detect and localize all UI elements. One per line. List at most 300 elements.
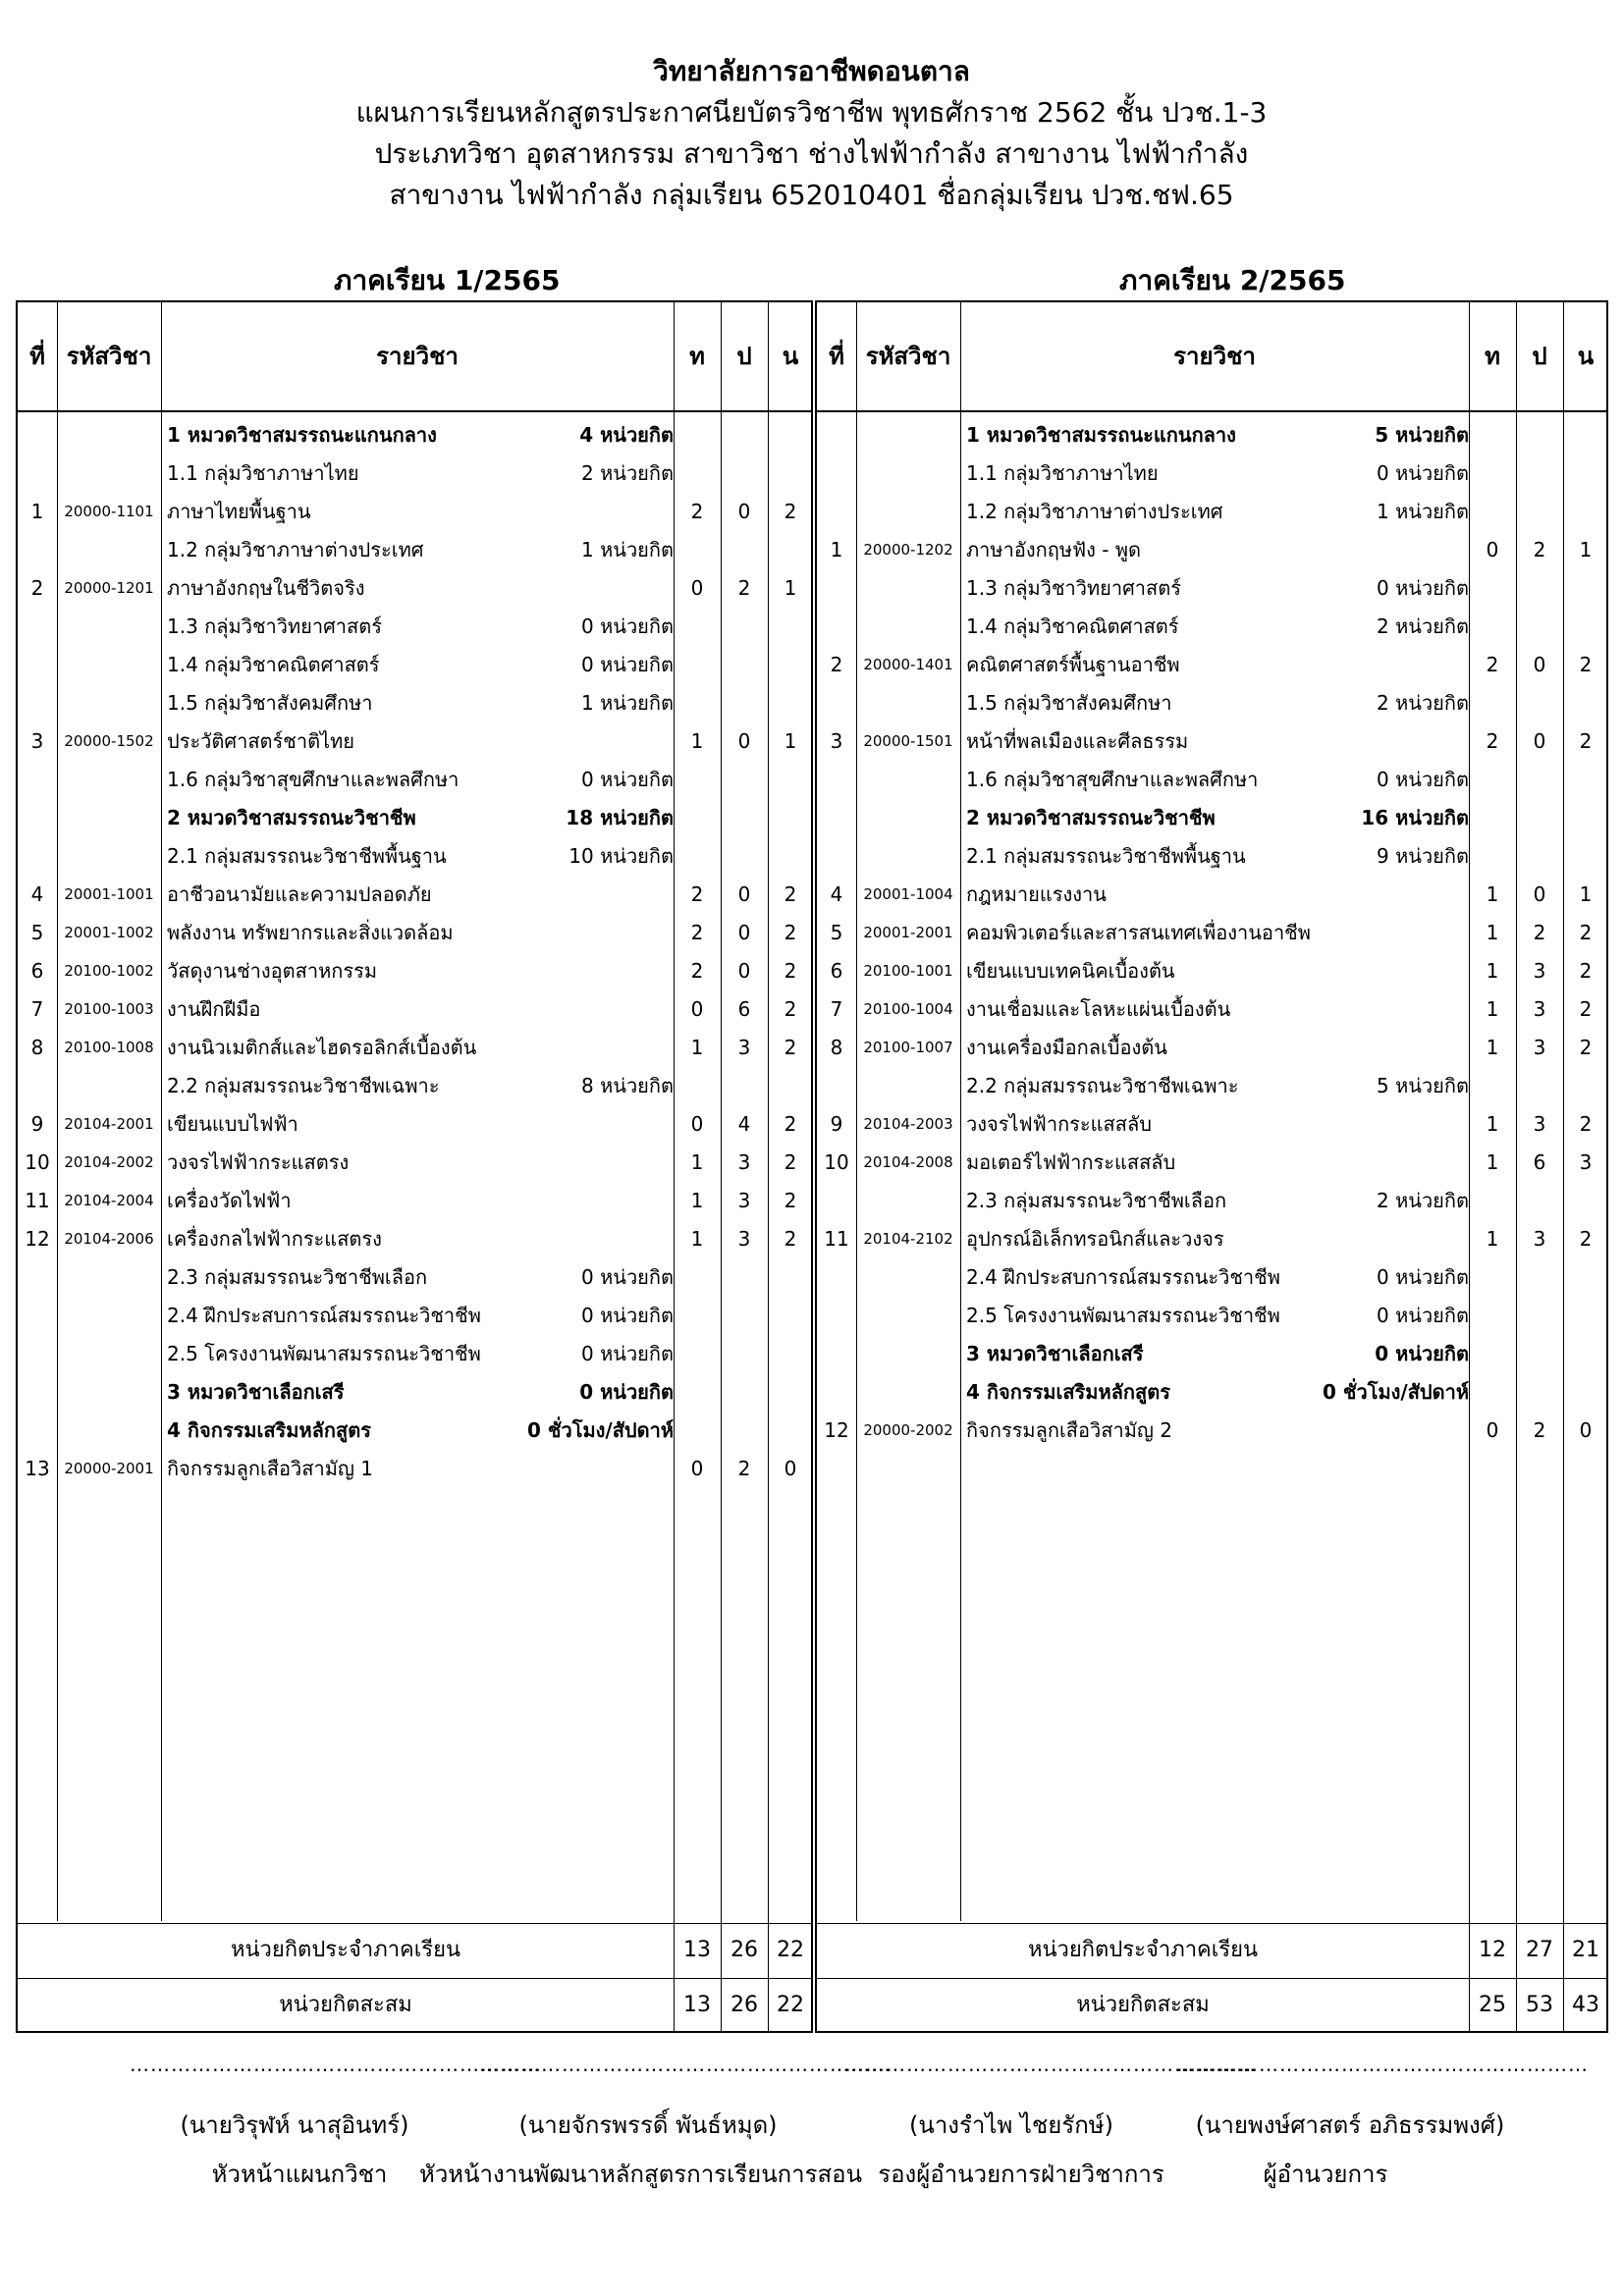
course-code: 20104-2008	[863, 1153, 953, 1171]
credit-units: 2	[784, 1150, 797, 1174]
table-row	[18, 799, 811, 837]
credit-units: 1	[784, 576, 797, 600]
table-row	[18, 837, 811, 876]
row-number: 2	[30, 576, 44, 600]
credit-units: 2	[1579, 1227, 1593, 1251]
theory-hours: 0	[690, 576, 704, 600]
credit-note: 10 หน่วยกิต	[568, 844, 674, 868]
course-name: วงจรไฟฟ้ากระแสตรง	[167, 1150, 350, 1174]
table-row	[18, 1220, 811, 1258]
credit-note: 18 หน่วยกิต	[566, 806, 674, 829]
course-code: 20000-1502	[64, 732, 154, 750]
course-code: 20100-1008	[64, 1039, 154, 1056]
practice-hours: 2	[1533, 1418, 1546, 1442]
col-header-p: ป	[1532, 343, 1547, 370]
table-row	[18, 1373, 811, 1412]
row-number: 13	[25, 1457, 50, 1480]
table-row	[817, 569, 1606, 608]
table-row	[817, 531, 1606, 569]
table-row	[18, 1450, 811, 1488]
credit-units: 0	[1579, 1418, 1593, 1442]
curriculum-line: แผนการเรียนหลักสูตรประกาศนียบัตรวิชาชีพ พุทธศักราช 2562 ชั้น ปวช.1-3	[355, 96, 1268, 129]
credit-note: 16 หน่วยกิต	[1361, 806, 1469, 829]
course-name: 2.2 กลุ่มสมรรถนะวิชาชีพเฉพาะ	[966, 1074, 1239, 1097]
theory-hours: 0	[690, 1457, 704, 1480]
credit-units: 2	[1579, 921, 1593, 944]
course-name: 2.1 กลุ่มสมรรถนะวิชาชีพพื้นฐาน	[966, 844, 1246, 868]
table-row	[18, 990, 811, 1029]
practice-hours: 0	[737, 921, 751, 944]
theory-hours: 2	[1486, 729, 1499, 753]
course-name: 2.4 ฝึกประสบการณ์สมรรถนะวิชาชีพ	[966, 1265, 1280, 1289]
course-name: 1.2 กลุ่มวิชาภาษาต่างประเทศ	[167, 538, 424, 561]
table-row	[18, 952, 811, 990]
course-code: 20104-2001	[64, 1115, 154, 1133]
theory-hours: 2	[690, 882, 704, 906]
signer-position-2: หัวหน้างานพัฒนาหลักสูตรการเรียนการสอน	[419, 2161, 862, 2188]
credit-note: 0 หน่วยกิต	[581, 614, 674, 638]
practice-hours: 3	[737, 1227, 751, 1251]
program-line: ประเภทวิชา อุตสาหกรรม สาขาวิชา ช่างไฟฟ้ากำลัง สาขางาน ไฟฟ้ากำลัง	[374, 137, 1249, 170]
theory-hours: 0	[1486, 1418, 1499, 1442]
credit-units: 2	[1579, 653, 1593, 676]
course-name: 1.3 กลุ่มวิชาวิทยาศาสตร์	[966, 576, 1181, 600]
col-header-code: รหัสวิชา	[865, 343, 951, 370]
credit-note: 0 ชั่วโมง/สัปดาห์	[1323, 1380, 1469, 1404]
theory-hours: 0	[1486, 538, 1499, 561]
college-title: วิทยาลัยการอาชีพดอนตาล	[653, 55, 970, 87]
credit-note: 0 หน่วยกิต	[581, 653, 674, 676]
course-code: 20001-1001	[64, 885, 154, 903]
table-row	[817, 454, 1606, 493]
theory-hours: 1	[1486, 997, 1499, 1021]
table-header	[817, 302, 1606, 412]
signer-name-2: (นายจักรพรรดิ์ พันธ์หมุด)	[518, 2111, 778, 2139]
credit-units: 2	[1579, 729, 1593, 753]
course-name: วงจรไฟฟ้ากระแสสลับ	[966, 1112, 1152, 1136]
course-name: 1.1 กลุ่มวิชาภาษาไทย	[966, 461, 1159, 485]
row-number: 10	[25, 1150, 50, 1174]
term-n: 22	[777, 1938, 804, 1962]
cum-t: 25	[1479, 1993, 1506, 2017]
course-name: กิจกรรมลูกเสือวิสามัญ 2	[966, 1418, 1172, 1442]
credit-units: 3	[1579, 1150, 1593, 1174]
credit-units: 2	[784, 997, 797, 1021]
row-number: 2	[830, 653, 843, 676]
course-name: 2.2 กลุ่มสมรรถนะวิชาชีพเฉพาะ	[167, 1074, 440, 1097]
credit-units: 1	[1579, 882, 1593, 906]
term-credit-label: หน่วยกิตประจำภาคเรียน	[230, 1938, 461, 1962]
term-credit-row	[817, 1923, 1606, 1978]
course-name: 1.6 กลุ่มวิชาสุขศึกษาและพลศึกษา	[167, 768, 460, 791]
row-number: 6	[830, 959, 843, 983]
col-header-n: น	[1577, 343, 1595, 370]
group-line: สาขางาน ไฟฟ้ากำลัง กลุ่มเรียน 652010401 ชื่อกลุ่มเรียน ปวช.ชฟ.65	[389, 179, 1234, 211]
signature-line-3: ……………………………………………………	[844, 2053, 1257, 2076]
course-code: 20100-1007	[863, 1039, 953, 1056]
table-row	[18, 493, 811, 531]
table-row	[817, 761, 1606, 799]
credit-units: 2	[784, 1036, 797, 1059]
course-name: 2.4 ฝึกประสบการณ์สมรรถนะวิชาชีพ	[167, 1304, 481, 1327]
table-row	[18, 646, 811, 684]
table-row	[18, 914, 811, 952]
table-row	[817, 876, 1606, 914]
theory-hours: 1	[1486, 1112, 1499, 1136]
row-number: 4	[830, 882, 843, 906]
course-name: งานฝึกฝีมือ	[167, 997, 261, 1021]
course-name: 3 หมวดวิชาเลือกเสรี	[167, 1380, 345, 1404]
credit-note: 4 หน่วยกิต	[579, 423, 674, 447]
theory-hours: 1	[1486, 1036, 1499, 1059]
course-name: กฎหมายแรงงาน	[966, 882, 1107, 906]
practice-hours: 3	[737, 1150, 751, 1174]
table-row	[18, 1182, 811, 1220]
course-code: 20100-1003	[64, 1000, 154, 1018]
cum-n: 22	[777, 1993, 804, 2017]
course-name: 2.3 กลุ่มสมรรถนะวิชาชีพเลือก	[966, 1189, 1227, 1212]
practice-hours: 0	[737, 500, 751, 523]
row-number: 1	[30, 500, 44, 523]
table-row	[18, 761, 811, 799]
table-row	[817, 646, 1606, 684]
practice-hours: 3	[1533, 1227, 1546, 1251]
semester-1-title: ภาคเรียน 1/2565	[334, 264, 561, 296]
course-name: หน้าที่พลเมืองและศีลธรรม	[966, 729, 1189, 753]
practice-hours: 2	[737, 576, 751, 600]
signature-line-2: ……………………………………………………	[479, 2053, 892, 2076]
course-name: 2.3 กลุ่มสมรรถนะวิชาชีพเลือก	[167, 1265, 428, 1289]
term-p: 26	[730, 1938, 758, 1962]
practice-hours: 3	[1533, 1036, 1546, 1059]
credit-note: 2 หน่วยกิต	[1377, 1189, 1469, 1212]
course-name: ภาษาอังกฤษในชีวิตจริง	[167, 576, 365, 600]
cumulative-credit-row	[817, 1978, 1606, 2033]
course-name: อาชีวอนามัยและความปลอดภัย	[167, 882, 432, 906]
term-t: 13	[683, 1938, 711, 1962]
col-header-n: น	[782, 343, 799, 370]
course-name: พลังงาน ทรัพยากรและสิ่งแวดล้อม	[167, 921, 454, 944]
row-number: 1	[830, 538, 843, 561]
practice-hours: 0	[737, 882, 751, 906]
course-code: 20104-2004	[64, 1192, 154, 1209]
course-name: 1.6 กลุ่มวิชาสุขศึกษาและพลศึกษา	[966, 768, 1259, 791]
credit-units: 2	[784, 882, 797, 906]
credit-note: 1 หน่วยกิต	[581, 691, 674, 715]
table-header	[18, 302, 811, 412]
course-name: 4 กิจกรรมเสริมหลักสูตร	[966, 1380, 1170, 1404]
practice-hours: 2	[737, 1457, 751, 1480]
course-name: 1.3 กลุ่มวิชาวิทยาศาสตร์	[167, 614, 382, 638]
credit-units: 2	[1579, 959, 1593, 983]
cum-p: 53	[1526, 1993, 1553, 2017]
theory-hours: 2	[1486, 653, 1499, 676]
course-name: เครื่องวัดไฟฟ้า	[167, 1189, 292, 1212]
practice-hours: 4	[737, 1112, 751, 1136]
signer-name-3: (นางรำไพ ไชยรักษ์)	[909, 2111, 1113, 2139]
course-code: 20104-2006	[64, 1230, 154, 1248]
practice-hours: 6	[737, 997, 751, 1021]
course-name: งานเชื่อมและโลหะแผ่นเบื้องต้น	[966, 997, 1231, 1021]
row-number: 5	[30, 921, 44, 944]
credit-units: 2	[784, 921, 797, 944]
course-name: วัสดุงานช่างอุตสาหกรรม	[167, 959, 378, 983]
credit-note: 0 หน่วยกิต	[1377, 768, 1469, 791]
course-name: งานนิวเมติกส์และไฮดรอลิกส์เบื้องต้น	[167, 1036, 477, 1059]
course-name: 2.1 กลุ่มสมรรถนะวิชาชีพพื้นฐาน	[167, 844, 447, 868]
practice-hours: 3	[1533, 1112, 1546, 1136]
document-header	[0, 51, 1623, 216]
theory-hours: 0	[690, 997, 704, 1021]
table-row	[817, 799, 1606, 837]
credit-note: 0 หน่วยกิต	[579, 1380, 674, 1404]
col-header-t: ท	[689, 343, 705, 370]
col-header-subject: รายวิชา	[376, 343, 459, 370]
signer-position-4: ผู้อำนวยการ	[1263, 2161, 1388, 2188]
theory-hours: 1	[1486, 1227, 1499, 1251]
credit-units: 2	[1579, 1112, 1593, 1136]
course-name: กิจกรรมลูกเสือวิสามัญ 1	[167, 1457, 373, 1480]
row-number: 3	[30, 729, 44, 753]
course-code: 20000-1201	[64, 579, 154, 597]
course-name: มอเตอร์ไฟฟ้ากระแสสลับ	[966, 1150, 1176, 1174]
table-row	[817, 1335, 1606, 1373]
course-code: 20100-1001	[863, 962, 953, 980]
credit-note: 0 ชั่วโมง/สัปดาห์	[527, 1418, 674, 1442]
table-row	[18, 569, 811, 608]
row-number: 7	[30, 997, 44, 1021]
theory-hours: 1	[1486, 882, 1499, 906]
course-name: 2.5 โครงงานพัฒนาสมรรถนะวิชาชีพ	[167, 1342, 481, 1365]
row-number: 10	[824, 1150, 849, 1174]
course-name: 2 หมวดวิชาสมรรถนะวิชาชีพ	[966, 806, 1216, 829]
credit-note: 0 หน่วยกิต	[581, 768, 674, 791]
course-name: ประวัติศาสตร์ชาติไทย	[167, 729, 355, 753]
table-row	[817, 1144, 1606, 1182]
row-number: 11	[824, 1227, 849, 1251]
term-credit-label: หน่วยกิตประจำภาคเรียน	[1027, 1938, 1259, 1962]
credit-note: 5 หน่วยกิต	[1375, 423, 1469, 447]
table-row	[817, 1067, 1606, 1105]
course-code: 20104-2003	[863, 1115, 953, 1133]
credit-note: 2 หน่วยกิต	[581, 461, 674, 485]
credit-note: 0 หน่วยกิต	[581, 1265, 674, 1289]
credit-note: 5 หน่วยกิต	[1377, 1074, 1469, 1097]
row-number: 3	[830, 729, 843, 753]
col-header-no: ที่	[29, 343, 45, 370]
table-row	[817, 990, 1606, 1029]
course-code: 20000-1501	[863, 732, 953, 750]
row-number: 8	[830, 1036, 843, 1059]
theory-hours: 2	[690, 959, 704, 983]
course-name: 1.2 กลุ่มวิชาภาษาต่างประเทศ	[966, 500, 1223, 523]
credit-units: 0	[784, 1457, 797, 1480]
practice-hours: 3	[1533, 997, 1546, 1021]
table-row	[18, 608, 811, 646]
term-credit-row	[18, 1923, 811, 1978]
course-name: เครื่องกลไฟฟ้ากระแสตรง	[167, 1227, 382, 1251]
col-header-t: ท	[1485, 343, 1500, 370]
theory-hours: 2	[690, 921, 704, 944]
course-name: 1.4 กลุ่มวิชาคณิตศาสตร์	[966, 614, 1179, 638]
row-number: 7	[830, 997, 843, 1021]
course-name: คณิตศาสตร์พื้นฐานอาชีพ	[966, 653, 1180, 676]
credit-note: 0 หน่วยกิต	[1377, 576, 1469, 600]
course-code: 20100-1002	[64, 962, 154, 980]
theory-hours: 1	[690, 1150, 704, 1174]
table-row	[817, 914, 1606, 952]
practice-hours: 0	[737, 729, 751, 753]
credit-note: 0 หน่วยกิต	[1377, 1265, 1469, 1289]
table-row	[817, 1258, 1606, 1297]
course-name: 1.1 กลุ่มวิชาภาษาไทย	[167, 461, 359, 485]
row-number: 5	[830, 921, 843, 944]
credit-units: 2	[784, 959, 797, 983]
theory-hours: 1	[1486, 1150, 1499, 1174]
course-code: 20100-1004	[863, 1000, 953, 1018]
course-name: 2.5 โครงงานพัฒนาสมรรถนะวิชาชีพ	[966, 1304, 1280, 1327]
table-row	[18, 684, 811, 722]
course-name: เขียนแบบไฟฟ้า	[167, 1112, 298, 1136]
course-code: 20000-1101	[64, 503, 154, 520]
table-row	[18, 416, 811, 454]
credit-note: 9 หน่วยกิต	[1377, 844, 1469, 868]
theory-hours: 1	[690, 1036, 704, 1059]
signature-line-1: ……………………………………………………	[130, 2053, 542, 2076]
credit-note: 0 หน่วยกิต	[581, 1342, 674, 1365]
course-name: ภาษาอังกฤษฟัง - พูด	[966, 538, 1142, 561]
course-name: 1.5 กลุ่มวิชาสังคมศึกษา	[167, 691, 373, 715]
credit-units: 1	[1579, 538, 1593, 561]
signature-line-4: ……………………………………………………	[1176, 2053, 1589, 2076]
credit-note: 1 หน่วยกิต	[1377, 500, 1469, 523]
row-number: 4	[30, 882, 44, 906]
cumulative-credit-label: หน่วยกิตสะสม	[279, 1993, 412, 2017]
practice-hours: 0	[1533, 882, 1546, 906]
table-row	[817, 1182, 1606, 1220]
term-t: 12	[1479, 1938, 1506, 1962]
table-row	[18, 531, 811, 569]
semester-2-title: ภาคเรียน 2/2565	[1119, 264, 1346, 296]
course-name: 1.5 กลุ่มวิชาสังคมศึกษา	[966, 691, 1172, 715]
col-header-code: รหัสวิชา	[66, 343, 152, 370]
credit-units: 2	[784, 1112, 797, 1136]
table-row	[18, 1105, 811, 1144]
row-number: 6	[30, 959, 44, 983]
course-name: 2 หมวดวิชาสมรรถนะวิชาชีพ	[167, 806, 416, 829]
credit-units: 2	[784, 500, 797, 523]
practice-hours: 3	[737, 1036, 751, 1059]
course-name: 3 หมวดวิชาเลือกเสรี	[966, 1342, 1144, 1365]
cum-t: 13	[683, 1993, 711, 2017]
theory-hours: 1	[1486, 921, 1499, 944]
practice-hours: 0	[1533, 653, 1546, 676]
table-row	[817, 1373, 1606, 1412]
course-code: 20104-2102	[863, 1230, 953, 1248]
semester-1-table	[16, 300, 813, 2033]
row-number: 11	[25, 1189, 50, 1212]
credit-note: 8 หน่วยกิต	[581, 1074, 674, 1097]
credit-units: 2	[784, 1189, 797, 1212]
course-code: 20104-2002	[64, 1153, 154, 1171]
table-row	[18, 876, 811, 914]
cumulative-credit-label: หน่วยกิตสะสม	[1076, 1993, 1210, 2017]
table-row	[817, 493, 1606, 531]
table-row	[817, 1220, 1606, 1258]
credit-note: 0 หน่วยกิต	[1375, 1342, 1469, 1365]
table-row	[18, 454, 811, 493]
theory-hours: 2	[690, 500, 704, 523]
credit-note: 0 หน่วยกิต	[1377, 1304, 1469, 1327]
theory-hours: 1	[690, 1227, 704, 1251]
table-row	[817, 837, 1606, 876]
table-row	[18, 722, 811, 761]
course-name: อุปกรณ์อิเล็กทรอนิกส์และวงจร	[966, 1227, 1224, 1251]
cumulative-credit-row	[18, 1978, 811, 2033]
practice-hours: 6	[1533, 1150, 1546, 1174]
course-name: 1.4 กลุ่มวิชาคณิตศาสตร์	[167, 653, 380, 676]
term-n: 21	[1572, 1938, 1599, 1962]
table-row	[817, 416, 1606, 454]
theory-hours: 1	[1486, 959, 1499, 983]
term-p: 27	[1526, 1938, 1553, 1962]
theory-hours: 1	[690, 729, 704, 753]
table-row	[817, 722, 1606, 761]
cum-n: 43	[1572, 1993, 1599, 2017]
practice-hours: 3	[1533, 959, 1546, 983]
table-row	[817, 1105, 1606, 1144]
table-row	[18, 1258, 811, 1297]
row-number: 8	[30, 1036, 44, 1059]
course-code: 20000-1401	[863, 656, 953, 673]
course-code: 20001-1004	[863, 885, 953, 903]
signer-position-1: หัวหน้าแผนกวิชา	[211, 2161, 388, 2188]
practice-hours: 3	[737, 1189, 751, 1212]
course-code: 20000-2001	[64, 1460, 154, 1477]
table-row	[817, 608, 1606, 646]
course-name: 1 หมวดวิชาสมรรถนะแกนกลาง	[966, 423, 1236, 447]
course-code: 20001-1002	[64, 924, 154, 941]
practice-hours: 2	[1533, 921, 1546, 944]
table-row	[18, 1412, 811, 1450]
practice-hours: 0	[1533, 729, 1546, 753]
course-code: 20000-2002	[863, 1421, 953, 1439]
theory-hours: 0	[690, 1112, 704, 1136]
table-row	[18, 1335, 811, 1373]
credit-note: 0 หน่วยกิต	[581, 1304, 674, 1327]
course-name: เขียนแบบเทคนิคเบื้องต้น	[966, 959, 1175, 983]
cum-p: 26	[730, 1993, 758, 2017]
practice-hours: 0	[737, 959, 751, 983]
table-row	[18, 1297, 811, 1335]
table-row	[817, 1412, 1606, 1450]
signer-name-4: (นายพงษ์ศาสตร์ อภิธรรมพงศ์)	[1195, 2111, 1505, 2139]
course-name: งานเครื่องมือกลเบื้องต้น	[966, 1036, 1167, 1059]
table-row	[817, 1029, 1606, 1067]
credit-note: 2 หน่วยกิต	[1377, 691, 1469, 715]
col-header-p: ป	[736, 343, 752, 370]
table-row	[817, 1297, 1606, 1335]
table-row	[18, 1144, 811, 1182]
theory-hours: 1	[690, 1189, 704, 1212]
table-row	[817, 952, 1606, 990]
course-code: 20001-2001	[863, 924, 953, 941]
credit-note: 0 หน่วยกิต	[1377, 461, 1469, 485]
col-header-subject: รายวิชา	[1173, 343, 1256, 370]
course-name: คอมพิวเตอร์และสารสนเทศเพื่องานอาชีพ	[966, 921, 1311, 944]
course-name: ภาษาไทยพื้นฐาน	[167, 500, 311, 523]
table-row	[18, 1067, 811, 1105]
